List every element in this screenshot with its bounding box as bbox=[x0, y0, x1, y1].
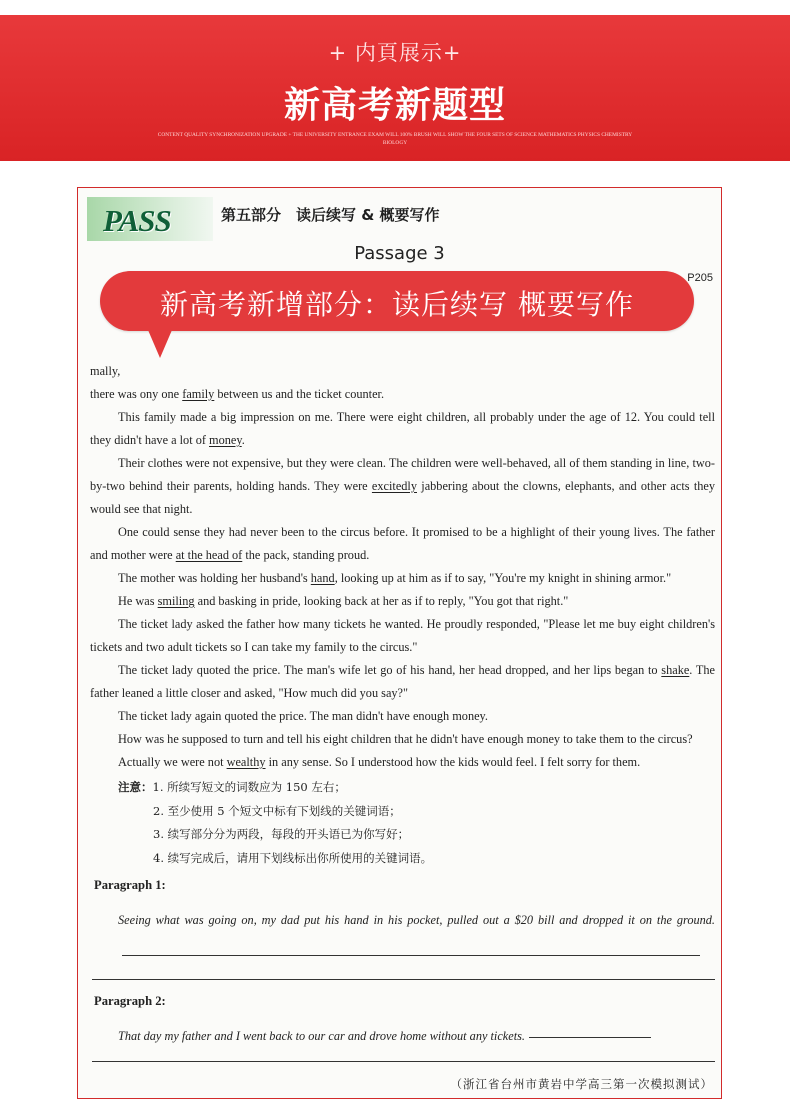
text-run: The ticket lady quoted the price. The man's wife let go of his hand, her head dropped, and her lips began to bbox=[118, 663, 662, 677]
instruction-4: 4. 续写完成后，请用下划线标出你所使用的关键词语。 bbox=[153, 850, 433, 865]
passage-text bbox=[90, 314, 715, 1062]
pass-logo-box bbox=[87, 197, 213, 241]
text-run: He was bbox=[118, 594, 158, 608]
text-run: y one bbox=[152, 387, 183, 401]
text-run: The mother was holding her husband's bbox=[118, 571, 311, 585]
passage-paragraph bbox=[90, 728, 715, 751]
passage-paragraph bbox=[90, 567, 715, 590]
banner-subtitle: + 内頁展示+ bbox=[328, 41, 462, 65]
paragraph2-start: That day my father and I went back to our car and drove home without any tickets. bbox=[118, 1029, 525, 1043]
text-run: One could sense they had never been to the circus before. It promised to be a highlight of their young lives. The father and mother were bbox=[90, 525, 715, 562]
answer-line[interactable] bbox=[529, 1037, 651, 1038]
text-run: . bbox=[241, 433, 245, 447]
text-run: How was he supposed to turn and tell his eight children that he didn't have enough money to take them to the circus? bbox=[118, 732, 693, 746]
text-run: the pack, standing proud. bbox=[242, 548, 370, 562]
callout-text: 新高考新增部分：读后续写 概要写作 bbox=[160, 288, 634, 321]
instruction-1: 1. 所续写短文的词数应为 150 左右； bbox=[152, 780, 346, 794]
instruction-3: 3. 续写部分分为两段，每段的开头语已为你写好； bbox=[153, 827, 410, 841]
answer-line[interactable] bbox=[92, 1061, 715, 1062]
text-run: there was on bbox=[90, 387, 153, 401]
passage-paragraph bbox=[90, 521, 715, 567]
banner-tagline: CONTENT QUALITY SYNCHRONIZATION UPGRADE + THE UNIVERSITY ENTRANCE EXAM WILL 100% BRUSH WILL SHOW THE FOUR SETS OF SCIENCE MATHEMATICS PHYSICS CHEMISTRY BIOLOGY bbox=[157, 132, 633, 146]
text-run: between us and the ticket counter. bbox=[214, 387, 385, 401]
text-run: Actually we were not bbox=[118, 755, 227, 769]
notes-head: 注意： bbox=[118, 780, 153, 794]
paragraph1-start: Seeing what was going on, my dad put his hand in his pocket, pulled out a $20 bill and dropped it on the ground. bbox=[118, 913, 715, 927]
pass-logo: PASS bbox=[103, 203, 171, 238]
key-word: excitedly bbox=[371, 479, 417, 493]
key-word: smiling bbox=[157, 594, 195, 608]
passage-paragraph bbox=[90, 590, 715, 613]
text-run: . The father leaned a little closer and asked, "How much did you say?" bbox=[90, 663, 715, 700]
paragraph2-prompt bbox=[90, 1019, 715, 1053]
text-run: jabbering about the clowns, elephants, and other acts they would see that night. bbox=[90, 479, 716, 516]
source-citation: （浙江省台州市黄岩中学高三第一次模拟测试） bbox=[450, 1077, 713, 1091]
passage-paragraph bbox=[90, 406, 715, 452]
instructions bbox=[90, 776, 715, 870]
key-word: money bbox=[209, 433, 242, 447]
instruction-line bbox=[90, 776, 715, 800]
paragraph1-label: Paragraph 1: bbox=[94, 878, 166, 892]
paragraph2-label: Paragraph 2: bbox=[94, 994, 166, 1008]
passage-paragraph bbox=[90, 705, 715, 728]
passage-paragraph bbox=[90, 613, 715, 659]
text-run: in any sense. So I understood how the kids would feel. I felt sorry for them. bbox=[265, 755, 641, 769]
passage-paragraph bbox=[90, 383, 715, 406]
key-word: family bbox=[182, 387, 215, 401]
text-run: The ticket lady again quoted the price. The man didn't have enough money. bbox=[118, 709, 488, 723]
text-run: The ticket lady asked the father how many tickets he wanted. He proudly responded, "Please let me buy eight children's tickets and two adult tickets so I can take my family to the circus." bbox=[90, 617, 715, 654]
banner-title: 新高考新题型 bbox=[283, 85, 506, 126]
callout-tail bbox=[148, 330, 172, 358]
key-word: shake bbox=[661, 663, 690, 677]
text-run: , looking up at him as if to say, "You're my knight in shining armor." bbox=[334, 571, 672, 585]
text-run: This family made a big impression on me. There were eight children, all probably under the age of 12. You could tell they didn't have a lot of bbox=[90, 410, 715, 447]
key-word: at the head of bbox=[175, 548, 243, 562]
key-word: hand bbox=[310, 571, 335, 585]
passage-paragraph bbox=[90, 659, 715, 705]
text-run: mally, bbox=[90, 364, 121, 378]
passage-paragraph bbox=[90, 452, 715, 521]
key-word: wealthy bbox=[226, 755, 266, 769]
text-run: Their clothes were not expensive, but they were clean. The children were well-behaved, all of them standing in line, two-by-two behind their parents, holding hands. They were bbox=[90, 456, 715, 493]
text-run: and basking in pride, looking back at her as if to reply, "You got that right." bbox=[194, 594, 569, 608]
callout-bubble bbox=[100, 271, 694, 331]
answer-line[interactable] bbox=[122, 955, 700, 956]
passage-paragraph bbox=[90, 751, 715, 774]
section-title: 第五部分 读后续写 & 概要写作 bbox=[221, 206, 440, 224]
page-code: P205 bbox=[687, 272, 713, 284]
answer-line[interactable] bbox=[92, 979, 715, 980]
passage-title: Passage 3 bbox=[354, 243, 445, 264]
instruction-2: 2. 至少使用 5 个短文中标有下划线的关键词语； bbox=[153, 803, 401, 818]
passage-paragraphs bbox=[90, 314, 715, 774]
paragraph1-prompt bbox=[90, 903, 715, 971]
header-banner bbox=[0, 15, 790, 161]
